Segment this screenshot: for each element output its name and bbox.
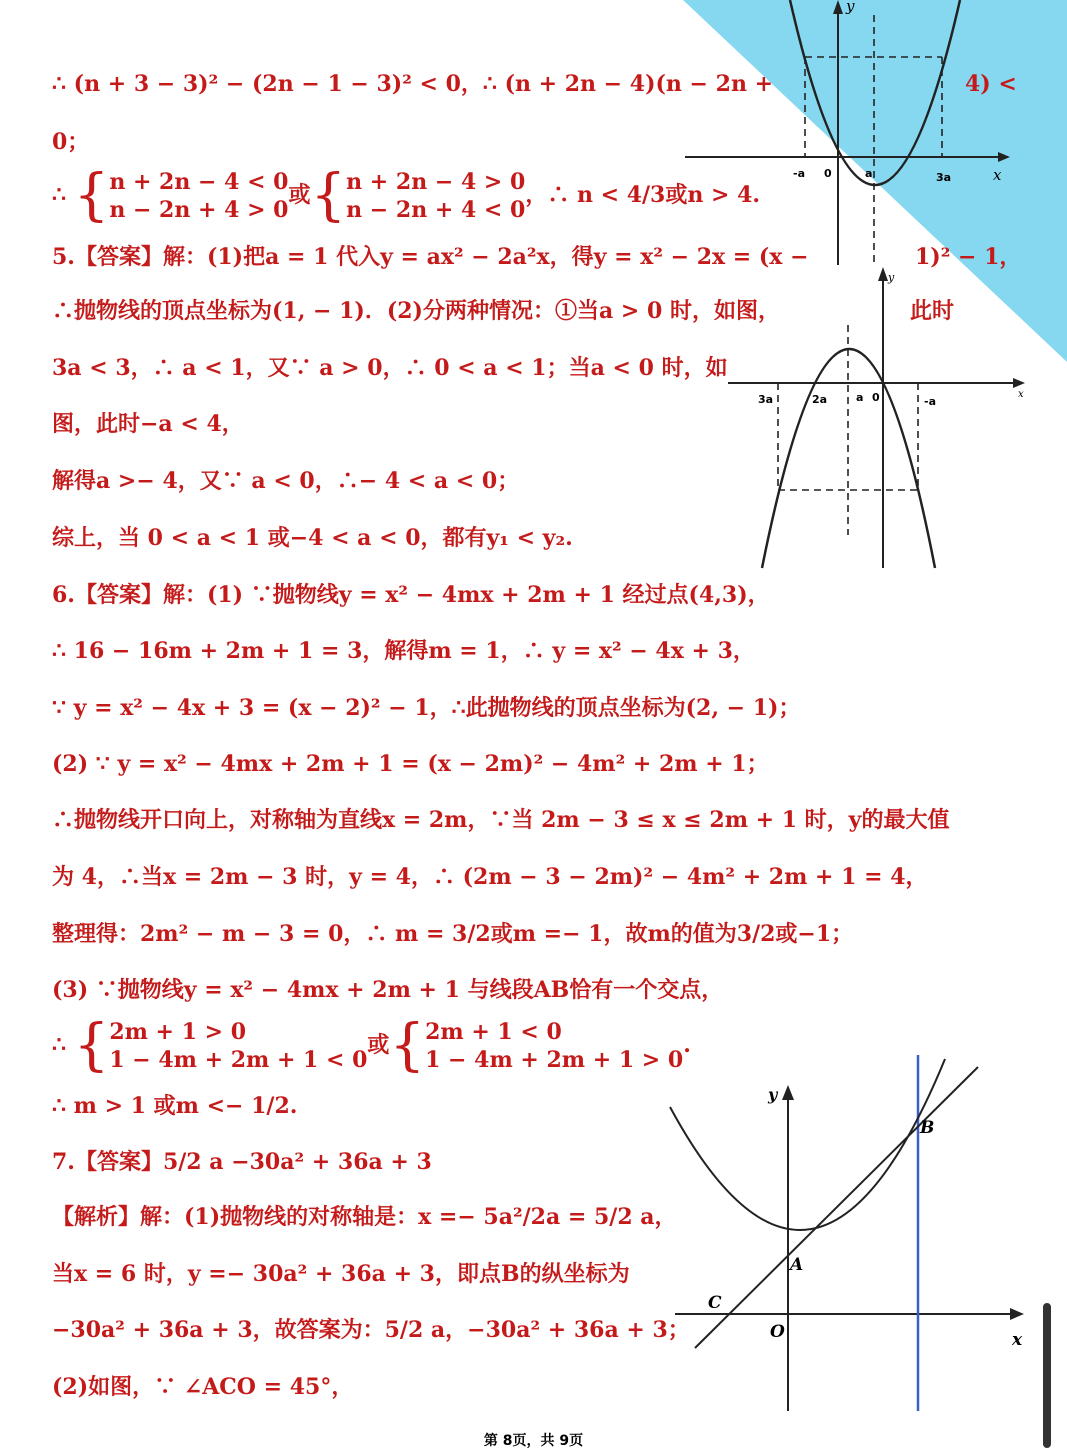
fig1-label-neg-a: -a xyxy=(793,167,805,180)
fig1-y-arrow xyxy=(833,0,843,14)
scrollbar[interactable] xyxy=(1043,1303,1051,1448)
fig1-label-a: a xyxy=(865,167,873,180)
fig2-y-arrow xyxy=(878,267,888,281)
line-q5: 5.【答案】解：(1)把a = 1 代入y = ax² − 2a²x，得y = x² − 2x = (x − xyxy=(52,244,809,270)
line-q6-8: (3) ∵抛物线y = x² − 4mx + 2m + 1 与线段AB恰有一个交点， xyxy=(52,977,724,1003)
fig2-label-a: a xyxy=(856,391,864,404)
fig1-label-3a: 3a xyxy=(936,171,952,184)
system-1-left-row: n + 2n − 4 < 0 xyxy=(109,169,289,195)
line-q7-4: −30a² + 36a + 3，故答案为：5/2 a，−30a² + 36a + 3； xyxy=(52,1317,690,1343)
system-1-right-row: n + 2n − 4 > 0 xyxy=(346,169,526,195)
fig1-label-y: y xyxy=(846,0,855,15)
system-1-or: 或 xyxy=(288,182,311,208)
line-q5-end: 1)² − 1， xyxy=(915,244,1022,270)
system-2 xyxy=(52,1013,691,1078)
system-1 xyxy=(52,163,761,228)
system-1-brace-left: { xyxy=(73,163,110,228)
fig3-label-a: A xyxy=(790,1255,804,1275)
fig1-label-o: 0 xyxy=(824,167,832,180)
line-q6-6: 为 4，∴当x = 2m − 3 时，y = 4，∴ (2m − 3 − 2m)² − 4m² + 2m + 1 = 4， xyxy=(52,864,928,890)
figure-3-graph xyxy=(660,1055,1040,1415)
fig3-line-ab xyxy=(695,1067,978,1348)
fig2-label-o: 0 xyxy=(872,391,880,404)
system-1-tail: ，∴ n < 4/3或n > 4. xyxy=(525,182,761,208)
fig3-label-c: C xyxy=(708,1293,722,1313)
fig2-label-y: y xyxy=(888,271,895,284)
line-q6-5: ∴抛物线开口向上，对称轴为直线x = 2m，∵当 2m − 3 ≤ x ≤ 2m + 1 时，y的最大值 xyxy=(52,807,950,833)
page-footer: 第 8页，共 9页 xyxy=(483,1433,584,1449)
line-q5-2: ∴抛物线的顶点坐标为(1, − 1)．(2)分两种情况：①当a > 0 时，如图， xyxy=(52,298,780,324)
figure-1-graph xyxy=(680,0,1010,265)
fig2-label-3a: 3a xyxy=(758,393,774,406)
line-q7-3: 当x = 6 时，y =− 30a² + 36a + 3，即点B的纵坐标为 xyxy=(52,1261,630,1287)
fig2-x-arrow xyxy=(1013,378,1025,388)
system-2-prefix: ∴ xyxy=(52,1032,66,1058)
line-1: ∴ (n + 3 − 3)² − (2n − 1 − 3)² < 0，∴ (n + 2n − 4)(n − 2n + xyxy=(52,71,774,97)
line-1-end: 4) < xyxy=(965,71,1017,97)
system-1-prefix: ∴ xyxy=(52,182,66,208)
system-2-right xyxy=(425,1018,683,1074)
line-q5-2-end: 此时 xyxy=(910,298,955,324)
fig2-label-neg-a: -a xyxy=(924,395,936,408)
fig3-label-x: x xyxy=(1012,1330,1023,1350)
system-2-left-row: 2m + 1 > 0 xyxy=(109,1019,247,1045)
fig1-label-x: x xyxy=(993,166,1002,184)
line-q5-5: 解得a >− 4，又∵ a < 0，∴− 4 < a < 0； xyxy=(52,468,520,494)
system-2-tail: . xyxy=(683,1032,691,1058)
line-q5-4: 图，此时−a < 4， xyxy=(52,411,244,437)
fig3-label-o: O xyxy=(770,1322,785,1342)
system-2-right-row: 2m + 1 < 0 xyxy=(425,1019,562,1045)
line-q6-7: 整理得：2m² − m − 3 = 0，∴ m = 3/2或m =− 1，故m的值为3/2或−1； xyxy=(52,921,854,947)
fig3-y-arrow xyxy=(782,1085,794,1100)
fig3-label-b: B xyxy=(920,1118,935,1138)
fig3-x-arrow xyxy=(1010,1308,1024,1320)
system-2-right-row: 1 − 4m + 2m + 1 > 0 xyxy=(425,1047,684,1073)
fig2-label-2a: 2a xyxy=(812,393,828,406)
fig2-label-x: x xyxy=(1018,389,1024,400)
line-q5-6: 综上，当 0 < a < 1 或−4 < a < 0，都有y₁ < y₂. xyxy=(52,525,573,551)
fig1-x-arrow xyxy=(998,152,1010,162)
line-2: 0； xyxy=(52,129,90,155)
system-2-left xyxy=(109,1018,367,1074)
line-q6-2: ∴ 16 − 16m + 2m + 1 = 3，解得m = 1，∴ y = x² − 4x + 3， xyxy=(52,638,755,664)
line-q7-5: (2)如图，∵ ∠ACO = 45°， xyxy=(52,1374,354,1400)
line-q6-4: (2) ∵ y = x² − 4mx + 2m + 1 = (x − 2m)² − 4m² + 2m + 1； xyxy=(52,751,769,777)
line-q7-2: 【解析】解：(1)抛物线的对称轴是：x =− 5a²/2a = 5/2 a， xyxy=(52,1204,677,1230)
system-2-left-row: 1 − 4m + 2m + 1 < 0 xyxy=(109,1047,368,1073)
line-q7: 7.【答案】5/2 a −30a² + 36a + 3 xyxy=(52,1149,432,1175)
line-q6-9: ∴ m > 1 或m <− 1/2. xyxy=(52,1093,298,1119)
line-q6: 6.【答案】解：(1) ∵抛物线y = x² − 4mx + 2m + 1 经过点(4,3)， xyxy=(52,582,770,608)
system-1-right xyxy=(346,168,525,224)
system-1-left-row: n − 2n + 4 > 0 xyxy=(109,197,289,223)
fig3-parabola xyxy=(670,1059,945,1230)
system-1-right-row: n − 2n + 4 < 0 xyxy=(346,197,526,223)
system-2-brace-left: { xyxy=(73,1013,110,1078)
line-q6-3: ∵ y = x² − 4x + 3 = (x − 2)² − 1，∴此抛物线的顶点坐标为(2, − 1)； xyxy=(52,695,801,721)
system-1-brace-right: { xyxy=(310,163,347,228)
fig3-label-y: y xyxy=(768,1085,778,1104)
line-q5-3: 3a < 3，∴ a < 1，又∵ a > 0，∴ 0 < a < 1；当a < 0 时，如 xyxy=(52,355,728,381)
system-2-or: 或 xyxy=(367,1032,390,1058)
system-2-brace-right: { xyxy=(389,1013,426,1078)
system-1-left xyxy=(109,168,288,224)
